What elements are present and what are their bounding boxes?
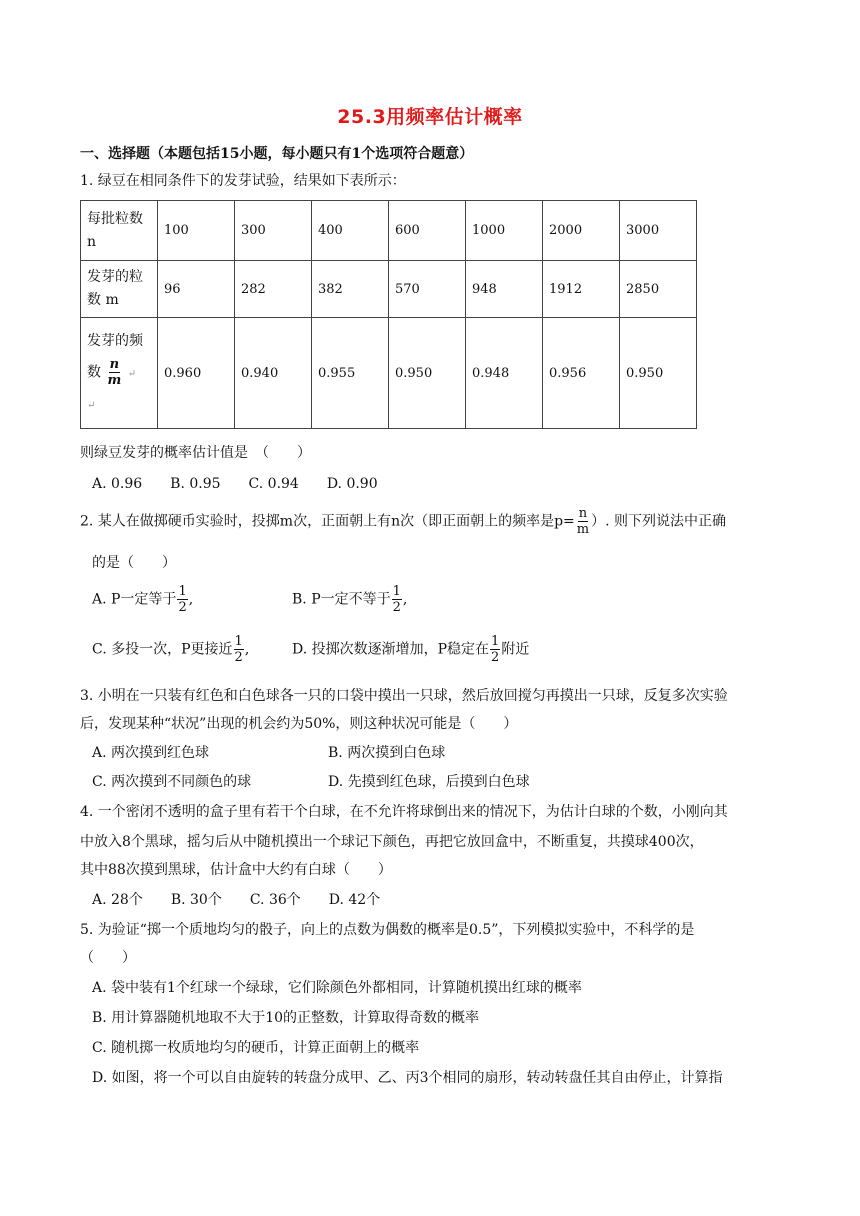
row-label-text: n — [87, 233, 97, 250]
question-3-stem-continued: 后，发现某种“状况”出现的机会约为50%，则这种状况可能是（ ） — [80, 716, 518, 732]
row-label-batch-count — [81, 201, 158, 261]
question-4-options: A. 28个 B. 30个 C. 36个 D. 42个 — [92, 892, 381, 908]
table-cell: 2000 — [543, 201, 620, 261]
row-label-text: 发芽的粒 — [87, 269, 143, 285]
punctuation: , — [402, 591, 408, 608]
table-cell: 382 — [312, 261, 389, 318]
table-cell: 300 — [235, 201, 312, 261]
one-half-fraction — [490, 634, 500, 665]
question-3-option-c: C. 两次摸到不同颜色的球 — [92, 774, 252, 790]
question-5-option-c: C. 随机掷一枚质地均匀的硬币，计算正面朝上的概率 — [92, 1040, 420, 1056]
question-5-option-b: B. 用计算器随机地取不大于10的正整数，计算取得奇数的概率 — [92, 1010, 480, 1026]
question-1-options: A. 0.96 B. 0.95 C. 0.94 D. 0.90 — [92, 476, 378, 492]
fraction-numerator: 1 — [392, 584, 401, 599]
question-2-option-b — [292, 584, 407, 615]
question-2-stem-text: 2. 某人在做掷硬币实验时，投掷m次，正面朝上有n次（即正面朝上的频率是p= — [80, 513, 575, 530]
question-5-option-d: D. 如图，将一个可以自由旋转的转盘分成甲、乙、丙3个相同的扇形，转动转盘任其自由停止，计算指 — [92, 1070, 723, 1086]
table-cell: 100 — [158, 201, 235, 261]
table-cell: 282 — [235, 261, 312, 318]
punctuation: , — [244, 641, 250, 658]
question-2-stem-continued: 的是（ ） — [92, 555, 176, 571]
question-4-stem-continued-2: 其中88次摸到黑球，估计盒中大约有白球（ ） — [80, 862, 392, 878]
option-text: D. 投掷次数逐渐增加，P稳定在 — [292, 641, 490, 658]
table-cell: 1000 — [466, 201, 543, 261]
row-label-text: 数 m — [87, 292, 119, 308]
fraction-denominator: 2 — [234, 650, 243, 665]
question-5-option-a: A. 袋中装有1个红球一个绿球，它们除颜色外都相同，计算随机摸出红球的概率 — [92, 980, 582, 996]
question-2-stem — [80, 506, 726, 537]
row-label-text: 每批粒数 — [87, 210, 143, 227]
table-cell: 96 — [158, 261, 235, 318]
question-5-stem: 5. 为验证“掷一个质地均匀的骰子，向上的点数为偶数的概率是0.5”，下列模拟实验中，不科学的是 — [80, 922, 695, 938]
question-3-option-b: B. 两次摸到白色球 — [328, 745, 446, 761]
fraction-denominator: 2 — [491, 650, 500, 665]
fraction-numerator: n — [578, 506, 588, 521]
question-2-option-d — [292, 634, 529, 665]
table-cell: 0.948 — [466, 318, 543, 429]
fraction-numerator: n — [109, 356, 120, 372]
paragraph-mark: ↵ — [87, 399, 96, 411]
n-over-m-fraction — [106, 357, 122, 388]
row-label-germinated-count — [81, 261, 158, 318]
question-1-ask: 则绿豆发芽的概率估计值是 （ ） — [80, 445, 311, 461]
table-cell: 0.955 — [312, 318, 389, 429]
row-label-text: 发芽的频 — [87, 332, 143, 349]
one-half-fraction — [392, 584, 402, 615]
question-3-option-a: A. 两次摸到红色球 — [92, 745, 210, 761]
option-text: B. P一定不等于 — [292, 591, 391, 608]
fraction-denominator: 2 — [392, 600, 401, 615]
option-text: A. P一定等于 — [92, 591, 177, 608]
option-text: C. 多投一次，P更接近 — [92, 641, 233, 658]
question-5-stem-continued: （ ） — [80, 950, 136, 966]
question-1-stem: 1. 绿豆在相同条件下的发芽试验，结果如下表所示： — [80, 173, 406, 189]
paragraph-mark: ↵ — [127, 368, 137, 379]
table-row — [81, 261, 697, 318]
fraction-numerator: 1 — [234, 634, 243, 649]
question-4-stem: 4. 一个密闭不透明的盒子里有若干个白球，在不允许将球倒出来的情况下，为估计白球的个数，小刚向其 — [80, 804, 728, 820]
table-cell: 0.960 — [158, 318, 235, 429]
fraction-denominator: 2 — [178, 600, 187, 615]
table-cell: 2850 — [620, 261, 697, 318]
table-cell: 948 — [466, 261, 543, 318]
option-text: 附近 — [501, 641, 530, 658]
n-over-m-fraction — [576, 506, 590, 537]
table-cell: 0.940 — [235, 318, 312, 429]
punctuation: , — [188, 591, 194, 608]
question-2-option-a — [92, 584, 193, 615]
section-heading: 一、选择题（本题包括15小题，每小题只有1个选项符合题意） — [80, 146, 474, 162]
table-cell: 3000 — [620, 201, 697, 261]
question-2-option-c — [92, 634, 249, 665]
fraction-numerator: 1 — [491, 634, 500, 649]
table-cell: 1912 — [543, 261, 620, 318]
table-cell: 600 — [389, 201, 466, 261]
row-label-frequency — [81, 318, 158, 429]
question-4-stem-continued: 中放入8个黑球，摇匀后从中随机摸出一个球记下颜色，再把它放回盒中，不断重复，共摸球400次， — [80, 834, 704, 850]
row-label-frequency-formula — [87, 357, 151, 388]
question-3-option-d: D. 先摸到红色球，后摸到白色球 — [328, 774, 530, 790]
table-cell: 570 — [389, 261, 466, 318]
table-cell: 0.950 — [389, 318, 466, 429]
row-label-text: 数 — [87, 364, 101, 380]
table-row — [81, 318, 697, 429]
germination-table — [80, 200, 697, 429]
table-row — [81, 201, 697, 261]
fraction-denominator: m — [107, 372, 122, 388]
question-2-stem-text: ）. 则下列说法中正确 — [591, 513, 727, 530]
one-half-fraction — [177, 584, 187, 615]
table-cell: 400 — [312, 201, 389, 261]
question-3-stem: 3. 小明在一只装有红色和白色球各一只的口袋中摸出一只球，然后放回搅匀再摸出一只球，反复多次实验 — [80, 688, 728, 704]
table-cell: 0.950 — [620, 318, 697, 429]
page-title: 25.3用频率估计概率 — [337, 106, 523, 128]
fraction-numerator: 1 — [178, 584, 187, 599]
one-half-fraction — [234, 634, 244, 665]
fraction-denominator: m — [576, 522, 590, 537]
table-cell: 0.956 — [543, 318, 620, 429]
